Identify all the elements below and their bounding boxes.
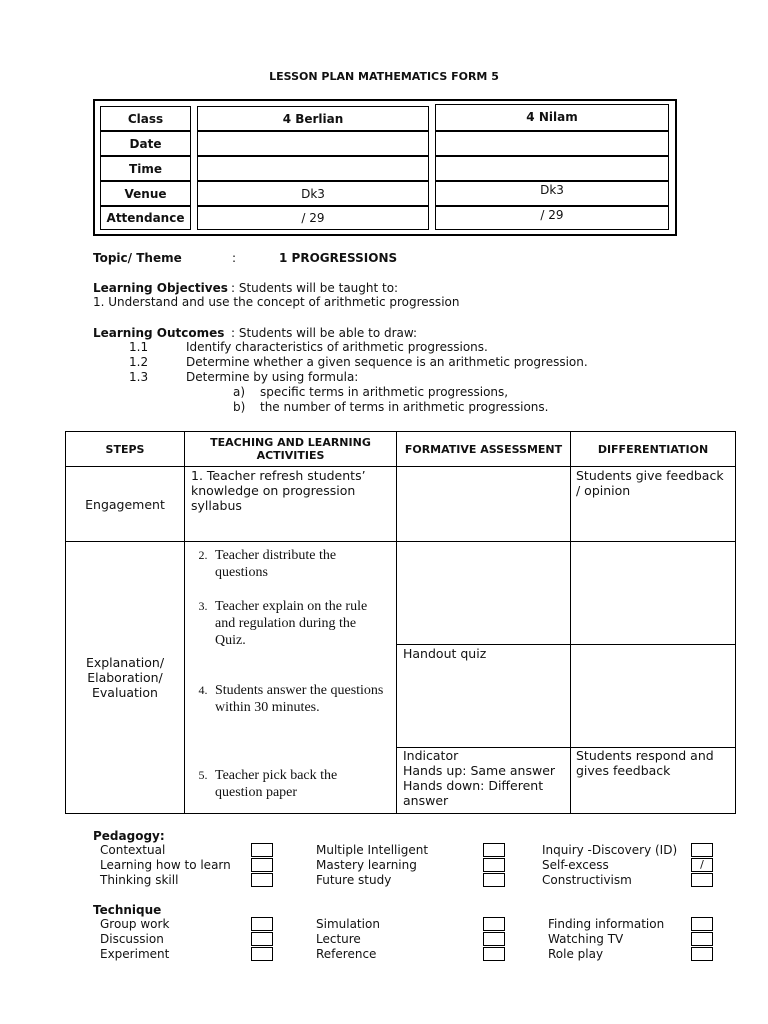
explanation-assessment-empty	[397, 542, 571, 645]
label-venue: Venue	[100, 181, 191, 206]
time-1-value	[197, 156, 429, 181]
technique-option-label: Role play	[548, 947, 604, 961]
objectives-intro: : Students will be taught to:	[231, 281, 399, 295]
technique-checkbox[interactable]	[483, 947, 505, 961]
technique-checkbox[interactable]	[483, 932, 505, 946]
differentiation-feedback: Students respond and gives feedback	[571, 748, 736, 814]
header-activities: TEACHING AND LEARNING ACTIVITIES	[185, 432, 397, 467]
technique-option-label: Group work	[100, 917, 170, 931]
technique-checkbox[interactable]	[691, 947, 713, 961]
table-row	[66, 542, 736, 645]
pedagogy-option-label: Thinking skill	[100, 873, 179, 887]
pedagogy-checkbox[interactable]	[483, 873, 505, 887]
outcome-text: Determine whether a given sequence is an arithmetic progression.	[186, 355, 588, 369]
subitem-letter: a)	[233, 385, 246, 399]
topic-value: 1 PROGRESSIONS	[279, 251, 398, 265]
activity-item: 4. Students answer the questions within 30 minutes.	[198, 683, 384, 715]
attendance-2-value: / 29	[435, 206, 669, 230]
pedagogy-checkbox[interactable]	[483, 858, 505, 872]
pedagogy-checkbox[interactable]	[251, 843, 273, 857]
activity-item: 5. Teacher pick back the question paper	[198, 768, 338, 800]
class-1-value: 4 Berlian	[197, 106, 429, 131]
venue-2-value: Dk3	[435, 181, 669, 206]
pedagogy-option-label: Mastery learning	[316, 858, 417, 872]
class-2-value: 4 Nilam	[435, 104, 669, 131]
pedagogy-checkbox[interactable]	[691, 873, 713, 887]
technique-checkbox[interactable]	[483, 917, 505, 931]
date-2-value	[435, 131, 669, 156]
step-engagement: Engagement	[66, 467, 185, 542]
venue-1-value: Dk3	[197, 181, 429, 206]
lesson-steps-table	[65, 431, 736, 814]
topic-label: Topic/ Theme	[93, 251, 182, 265]
table-row	[66, 467, 736, 542]
topic-colon: :	[232, 251, 237, 265]
outcome-text: Identify characteristics of arithmetic progressions.	[186, 340, 488, 354]
subitem-text: specific terms in arithmetic progressions,	[260, 385, 509, 399]
class-info-box	[93, 99, 677, 236]
technique-option-label: Reference	[316, 947, 377, 961]
label-class: Class	[100, 106, 191, 131]
label-attendance: Attendance	[100, 206, 191, 230]
outcomes-intro: : Students will be able to draw:	[231, 326, 418, 340]
subitem-text: the number of terms in arithmetic progressions.	[260, 400, 549, 414]
header-differentiation: DIFFERENTIATION	[571, 432, 736, 467]
assessment-indicator: Indicator Hands up: Same answer Hands down: Different answer	[397, 748, 571, 814]
technique-checkbox[interactable]	[691, 932, 713, 946]
outcome-number: 1.3	[129, 370, 149, 384]
outcome-number: 1.2	[129, 355, 149, 369]
assessment-handout-quiz: Handout quiz	[397, 645, 571, 748]
step-explanation: Explanation/ Elaboration/ Evaluation	[66, 542, 185, 814]
technique-option-label: Discussion	[100, 932, 164, 946]
technique-checkbox[interactable]	[251, 932, 273, 946]
explanation-differentiation-empty	[571, 542, 736, 645]
page-title: LESSON PLAN MATHEMATICS FORM 5	[269, 70, 499, 83]
technique-option-label: Experiment	[100, 947, 170, 961]
date-1-value	[197, 131, 429, 156]
differentiation-empty	[571, 645, 736, 748]
pedagogy-option-label: Multiple Intelligent	[316, 843, 429, 857]
pedagogy-checkbox[interactable]	[251, 858, 273, 872]
header-assessment: FORMATIVE ASSESSMENT	[397, 432, 571, 467]
technique-option-label: Watching TV	[548, 932, 624, 946]
engagement-assessment	[397, 467, 571, 542]
time-2-value	[435, 156, 669, 181]
subitem-letter: b)	[233, 400, 246, 414]
pedagogy-checkbox[interactable]	[251, 873, 273, 887]
technique-label: Technique	[93, 903, 162, 917]
header-steps: STEPS	[66, 432, 185, 467]
pedagogy-label: Pedagogy:	[93, 829, 165, 843]
activity-item: 2. Teacher distribute the questions	[198, 548, 337, 580]
pedagogy-checkbox[interactable]	[691, 843, 713, 857]
pedagogy-option-label: Learning how to learn	[100, 858, 231, 872]
pedagogy-option-label: Future study	[316, 873, 392, 887]
pedagogy-option-label: Constructivism	[542, 873, 632, 887]
technique-checkbox[interactable]	[251, 947, 273, 961]
activity-item: 3. Teacher explain on the rule and regulation during the Quiz.	[198, 599, 368, 648]
label-time: Time	[100, 156, 191, 181]
engagement-differentiation: Students give feedback / opinion	[571, 467, 736, 542]
technique-option-label: Finding information	[548, 917, 665, 931]
pedagogy-checkbox[interactable]: /	[691, 858, 713, 872]
pedagogy-option-label: Inquiry -Discovery (ID)	[542, 843, 678, 857]
pedagogy-option-label: Contextual	[100, 843, 166, 857]
engagement-activity: 1. Teacher refresh students’ knowledge on progression syllabus	[185, 467, 397, 542]
label-date: Date	[100, 131, 191, 156]
explanation-activities	[185, 542, 397, 814]
pedagogy-checkbox[interactable]	[483, 843, 505, 857]
attendance-1-value: / 29	[197, 206, 429, 230]
objectives-label: Learning Objectives	[93, 281, 228, 295]
pedagogy-option-label: Self-excess	[542, 858, 609, 872]
technique-option-label: Lecture	[316, 932, 361, 946]
table-header-row	[66, 432, 736, 467]
outcome-number: 1.1	[129, 340, 149, 354]
technique-option-label: Simulation	[316, 917, 380, 931]
technique-checkbox[interactable]	[691, 917, 713, 931]
objectives-item: 1. Understand and use the concept of arithmetic progression	[93, 295, 460, 309]
outcome-text: Determine by using formula:	[186, 370, 359, 384]
technique-checkbox[interactable]	[251, 917, 273, 931]
outcomes-label: Learning Outcomes	[93, 326, 225, 340]
